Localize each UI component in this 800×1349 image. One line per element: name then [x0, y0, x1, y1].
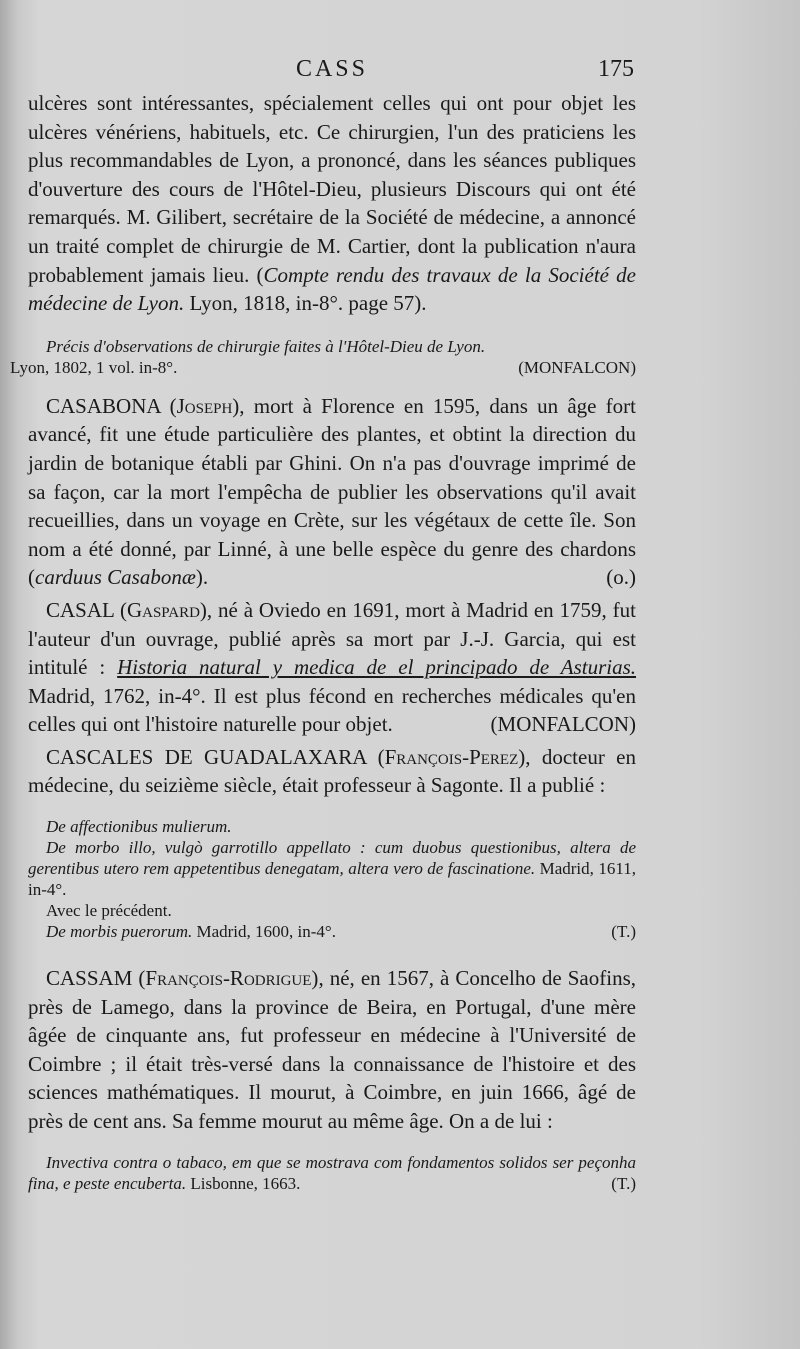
bibliography-cassam: Invectiva contra o tabaco, em que se mostrava com fondamentos solidos ser peçonha fina, e peste encuberta. Lisbonne, 1663. (T.) [28, 1152, 636, 1193]
cascales-work-4: De morbis puerorum. Madrid, 1600, in-4°. (T.) [46, 922, 636, 942]
entry-cascales: CASCALES DE GUADALAXARA (François-Perez), docteur en médecine, du seizième siècle, était professeur à Sagonte. Il a publié : [28, 744, 636, 798]
entry-casabona: CASABONA (Joseph), mort à Florence en 1595, dans un âge fort avancé, fit une étude particulière des plantes, et obtint la direction du jardin de botanique établi par Ghini. On n'a pas d'ouvrage imprimé de sa façon, car la mort l'empêcha de publier les observations qu'il avait recueillies, dans un voyage en Crète, sur les végétaux de cette île. Son nom a été donné, par Linné, à une belle espèce du genre des chardons (carduus Casabonæ). (o.) [28, 393, 637, 590]
paragraph-cartier-end: ulcères sont intéressantes, spécialement celles qui ont pour objet les ulcères vénériens, habituels, etc. Ce chirurgien, l'un des praticiens les plus recommandables de Lyon, a prononcé, dans les séances publiques d'ouverture des cours de l'Hôtel-Dieu, plusieurs Discours qui ont été remarqués. M. Gilibert, secrétaire de la Société de médecine, a annoncé un traité complet de chirurgie de M. Cartier, dont la publication n'aura probablement jamais lieu. (Compte rendu des travaux de la Société de médecine de Lyon. Lyon, 1818, in-8°. page 57). [28, 91, 636, 316]
main-text [10, 89, 637, 1194]
running-head: CASS [295, 56, 369, 82]
cascales-work-1: De affectionibus mulierum. [46, 817, 232, 837]
bibliography-cascales [28, 816, 636, 942]
cascales-work-3: Avec le précédent. [46, 901, 172, 921]
entry-cassam: CASSAM (François-Rodrigue), né, en 1567, à Concelho de Saofins, près de Lamego, dans la province de Beira, en Portugal, d'une mère âgée de cinquante ans, fut professeur en médecine à l'Université de Coimbre ; il était très-versé dans la connaissance de l'histoire et des sciences mathématiques. Il mourut, à Coimbre, en juin 1666, âgé de près de cent ans. Sa femme mourut au même âge. On a de lui : [28, 966, 636, 1134]
page-number: 175 [598, 56, 634, 82]
cascales-work-2: De morbo illo, vulgò garrotillo appellato : cum duobus questionibus, altera de gerentibus utero rem appetentibus denegatam, altera vero de fascinatione. Madrid, 1611, in-4°. [28, 838, 636, 900]
page-header [28, 56, 636, 88]
bibliography-precis: Précis d'observations de chirurgie faites à l'Hôtel-Dieu de Lyon. Lyon, 1802, 1 vol. in-8°. (MONFALCON) [10, 336, 636, 377]
entry-casal: CASAL (Gaspard), né à Oviedo en 1691, mort à Madrid en 1759, fut l'auteur d'un ouvrage, publié après sa mort par J.-J. Garcia, qui est intitulé : Historia natural y medica de el principado de Asturias. Madrid, 1762, in-4°. Il est plus fécond en recherches médicales qu'en celles qui ont l'histoire naturelle pour objet. (MONFALCON) [28, 597, 637, 737]
